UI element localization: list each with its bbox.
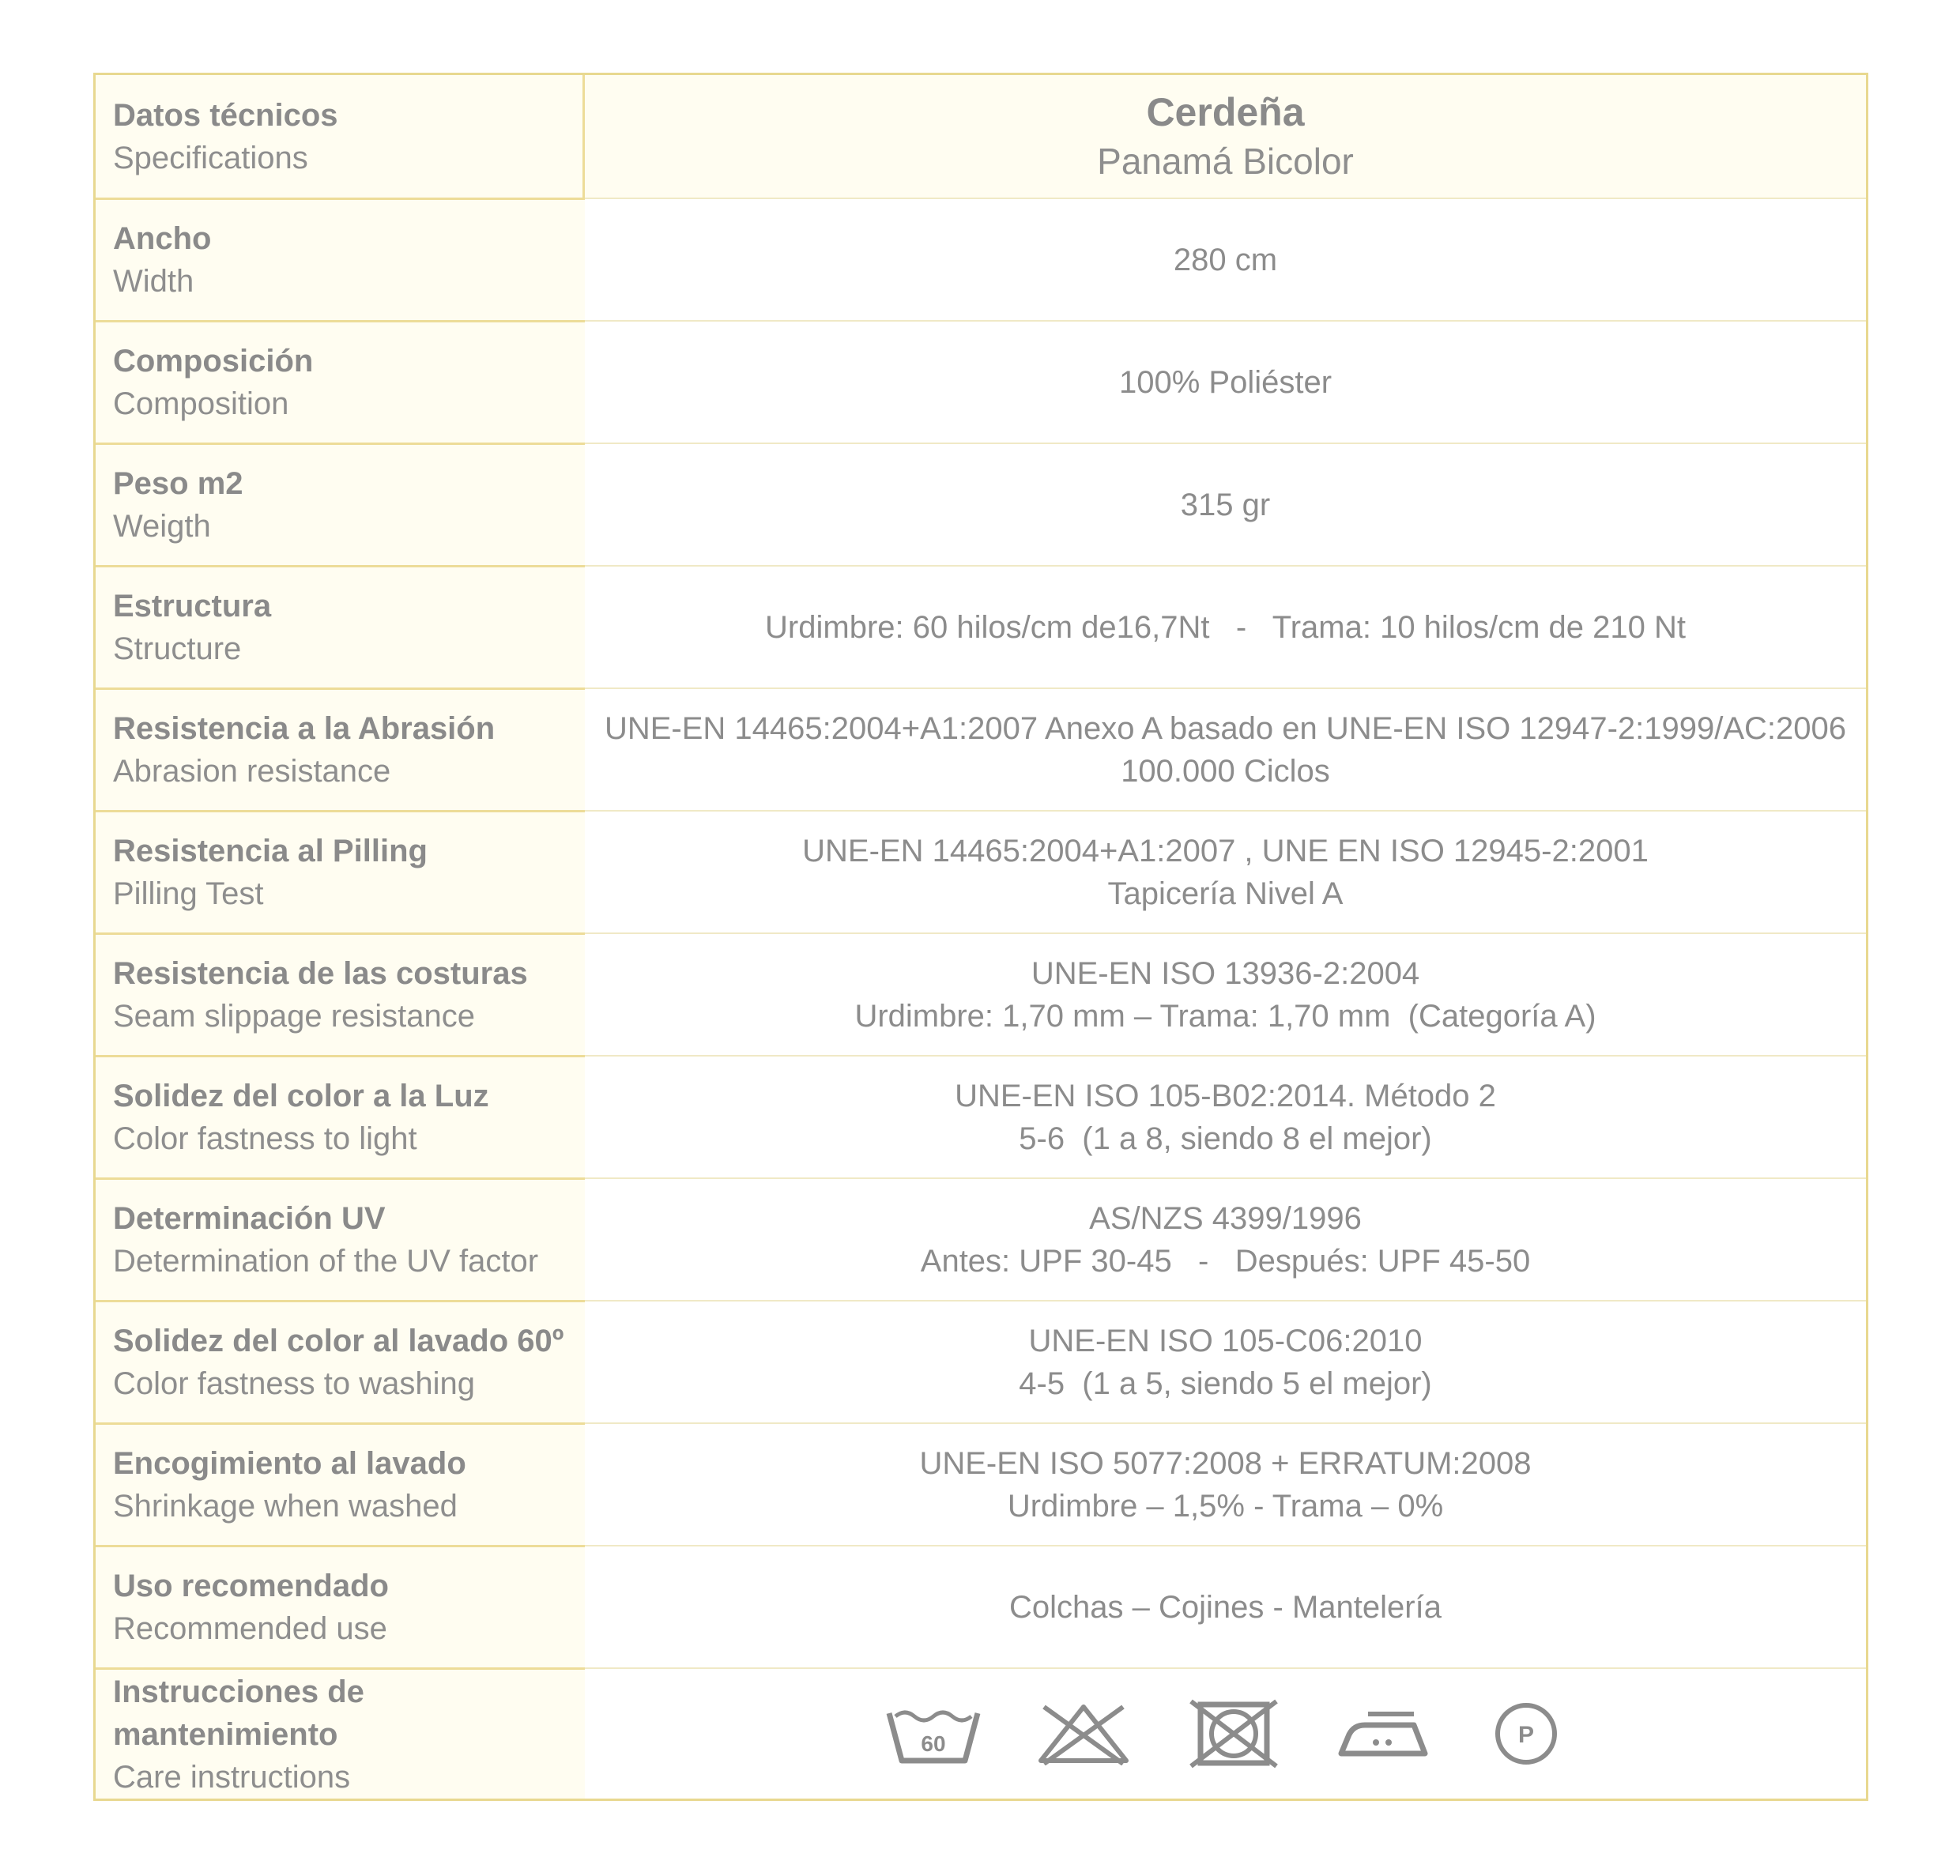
spec-value-line2: Urdimbre – 1,5% - Trama – 0% <box>1007 1488 1444 1524</box>
spec-value-line2: 4-5 (1 a 5, siendo 5 el mejor) <box>1019 1366 1432 1401</box>
spec-label-en: Shrinkage when washed <box>113 1489 458 1524</box>
spec-label <box>96 932 585 1055</box>
spec-label-es: Encogimiento al lavado <box>113 1446 466 1481</box>
spec-label <box>96 198 585 320</box>
spec-label-en: Determination of the UV factor <box>113 1244 539 1279</box>
spec-label-en: Structure <box>113 631 242 666</box>
spec-label-en: Weigth <box>113 509 211 544</box>
spec-sheet <box>93 73 1868 1801</box>
spec-label <box>96 565 585 687</box>
spec-value <box>585 322 1866 443</box>
dry-clean-letter: P <box>1517 1722 1534 1748</box>
spec-label-es: Determinación UV <box>113 1201 386 1236</box>
spec-value-line1: UNE-EN ISO 105-C06:2010 <box>1028 1323 1423 1358</box>
spec-label-es: Solidez del color al lavado 60º <box>113 1324 564 1358</box>
spec-value <box>585 1546 1866 1667</box>
spec-row-shrinkage <box>96 1422 1866 1545</box>
care-icons <box>886 1698 1566 1769</box>
care-row <box>96 1667 1866 1799</box>
header-label-cell <box>96 75 585 198</box>
spec-value-line1: UNE-EN ISO 105-B02:2014. Método 2 <box>955 1078 1496 1113</box>
spec-value-line1: Colchas – Cojines - Mantelería <box>1009 1589 1442 1625</box>
spec-row-wash-fastness <box>96 1300 1866 1422</box>
spec-row-light-fastness <box>96 1055 1866 1177</box>
care-label-cell <box>96 1667 585 1799</box>
spec-value <box>585 689 1866 810</box>
spec-row-uv <box>96 1177 1866 1300</box>
do-not-tumble-dry-icon <box>1186 1698 1281 1769</box>
header-row <box>96 75 1866 198</box>
care-label-es-line1: Instrucciones de <box>113 1674 364 1709</box>
header-label-es: Datos técnicos <box>113 97 338 133</box>
product-name: Cerdeña <box>1146 89 1305 134</box>
spec-value-line1: AS/NZS 4399/1996 <box>1089 1200 1362 1236</box>
product-line: Panamá Bicolor <box>1097 140 1354 182</box>
care-label-es-line2: mantenimiento <box>113 1716 338 1752</box>
do-not-bleach-icon <box>1036 1702 1131 1765</box>
spec-label-es: Ancho <box>113 221 212 256</box>
spec-value <box>585 1057 1866 1177</box>
spec-value-line1: 100% Poliéster <box>1118 364 1332 400</box>
spec-value-line2: Urdimbre: 1,70 mm – Trama: 1,70 mm (Categoría A) <box>854 998 1596 1034</box>
spec-label-en: Width <box>113 264 194 299</box>
spec-value-line2: 5-6 (1 a 8, siendo 8 el mejor) <box>1019 1121 1432 1156</box>
spec-value-line1: 315 gr <box>1180 487 1271 522</box>
spec-row-structure <box>96 565 1866 687</box>
spec-label-en: Seam slippage resistance <box>113 999 476 1034</box>
spec-label-en: Color fastness to washing <box>113 1366 476 1401</box>
spec-label <box>96 443 585 565</box>
spec-value-line1: UNE-EN ISO 13936-2:2004 <box>1031 955 1420 991</box>
spec-value <box>585 934 1866 1055</box>
wash-temp-label: 60 <box>920 1731 946 1756</box>
spec-label-es: Solidez del color a la Luz <box>113 1079 489 1113</box>
spec-label-es: Peso m2 <box>113 466 243 501</box>
iron-medium-icon <box>1336 1706 1431 1761</box>
spec-label <box>96 810 585 932</box>
spec-value <box>585 1302 1866 1422</box>
header-label-en: Specifications <box>113 140 308 175</box>
spec-value <box>585 567 1866 687</box>
spec-value-line2: Antes: UPF 30-45 - Después: UPF 45-50 <box>920 1243 1531 1279</box>
spec-label-en: Color fastness to light <box>113 1121 417 1156</box>
spec-label-en: Recommended use <box>113 1611 387 1646</box>
spec-row-abrasion <box>96 687 1866 810</box>
spec-value <box>585 1179 1866 1300</box>
care-label-en: Care instructions <box>113 1759 351 1795</box>
spec-label-es: Estructura <box>113 589 272 623</box>
spec-row-weight <box>96 443 1866 565</box>
spec-label-es: Composición <box>113 344 314 379</box>
spec-row-pilling <box>96 810 1866 932</box>
spec-value <box>585 444 1866 565</box>
spec-label-en: Pilling Test <box>113 876 264 911</box>
care-icons-cell <box>585 1669 1866 1799</box>
spec-value-line1: Urdimbre: 60 hilos/cm de16,7Nt - Trama: 10 hilos/cm de 210 Nt <box>765 609 1686 645</box>
spec-label-es: Uso recomendado <box>113 1569 389 1603</box>
spec-label-es: Resistencia a la Abrasión <box>113 711 496 746</box>
spec-value <box>585 1424 1866 1545</box>
spec-row-seam-slippage <box>96 932 1866 1055</box>
spec-label <box>96 1300 585 1422</box>
spec-value-line1: UNE-EN 14465:2004+A1:2007 Anexo A basado en UNE-EN ISO 12947-2:1999/AC:2006 <box>604 710 1847 746</box>
spec-label <box>96 1177 585 1300</box>
spec-label-en: Composition <box>113 386 289 421</box>
spec-label-es: Resistencia al Pilling <box>113 834 428 868</box>
spec-row-width <box>96 198 1866 320</box>
spec-label-es: Resistencia de las costuras <box>113 956 528 991</box>
spec-value-line2: Tapicería Nivel A <box>1107 876 1344 911</box>
spec-value <box>585 812 1866 932</box>
spec-row-recommended-use <box>96 1545 1866 1667</box>
dry-clean-p-icon <box>1487 1698 1566 1769</box>
spec-label <box>96 1055 585 1177</box>
spec-label-en: Abrasion resistance <box>113 754 391 789</box>
spec-value-line1: UNE-EN 14465:2004+A1:2007 , UNE EN ISO 12945-2:2001 <box>802 833 1649 868</box>
wash-60-icon <box>886 1702 981 1765</box>
spec-value <box>585 199 1866 320</box>
spec-row-composition <box>96 320 1866 443</box>
spec-value-line2: 100.000 Ciclos <box>1121 753 1330 789</box>
spec-label <box>96 1545 585 1667</box>
spec-label <box>96 320 585 443</box>
spec-value-line1: 280 cm <box>1173 242 1278 277</box>
spec-label <box>96 1422 585 1545</box>
spec-label <box>96 687 585 810</box>
header-title-cell <box>585 75 1866 198</box>
spec-value-line1: UNE-EN ISO 5077:2008 + ERRATUM:2008 <box>919 1445 1532 1481</box>
